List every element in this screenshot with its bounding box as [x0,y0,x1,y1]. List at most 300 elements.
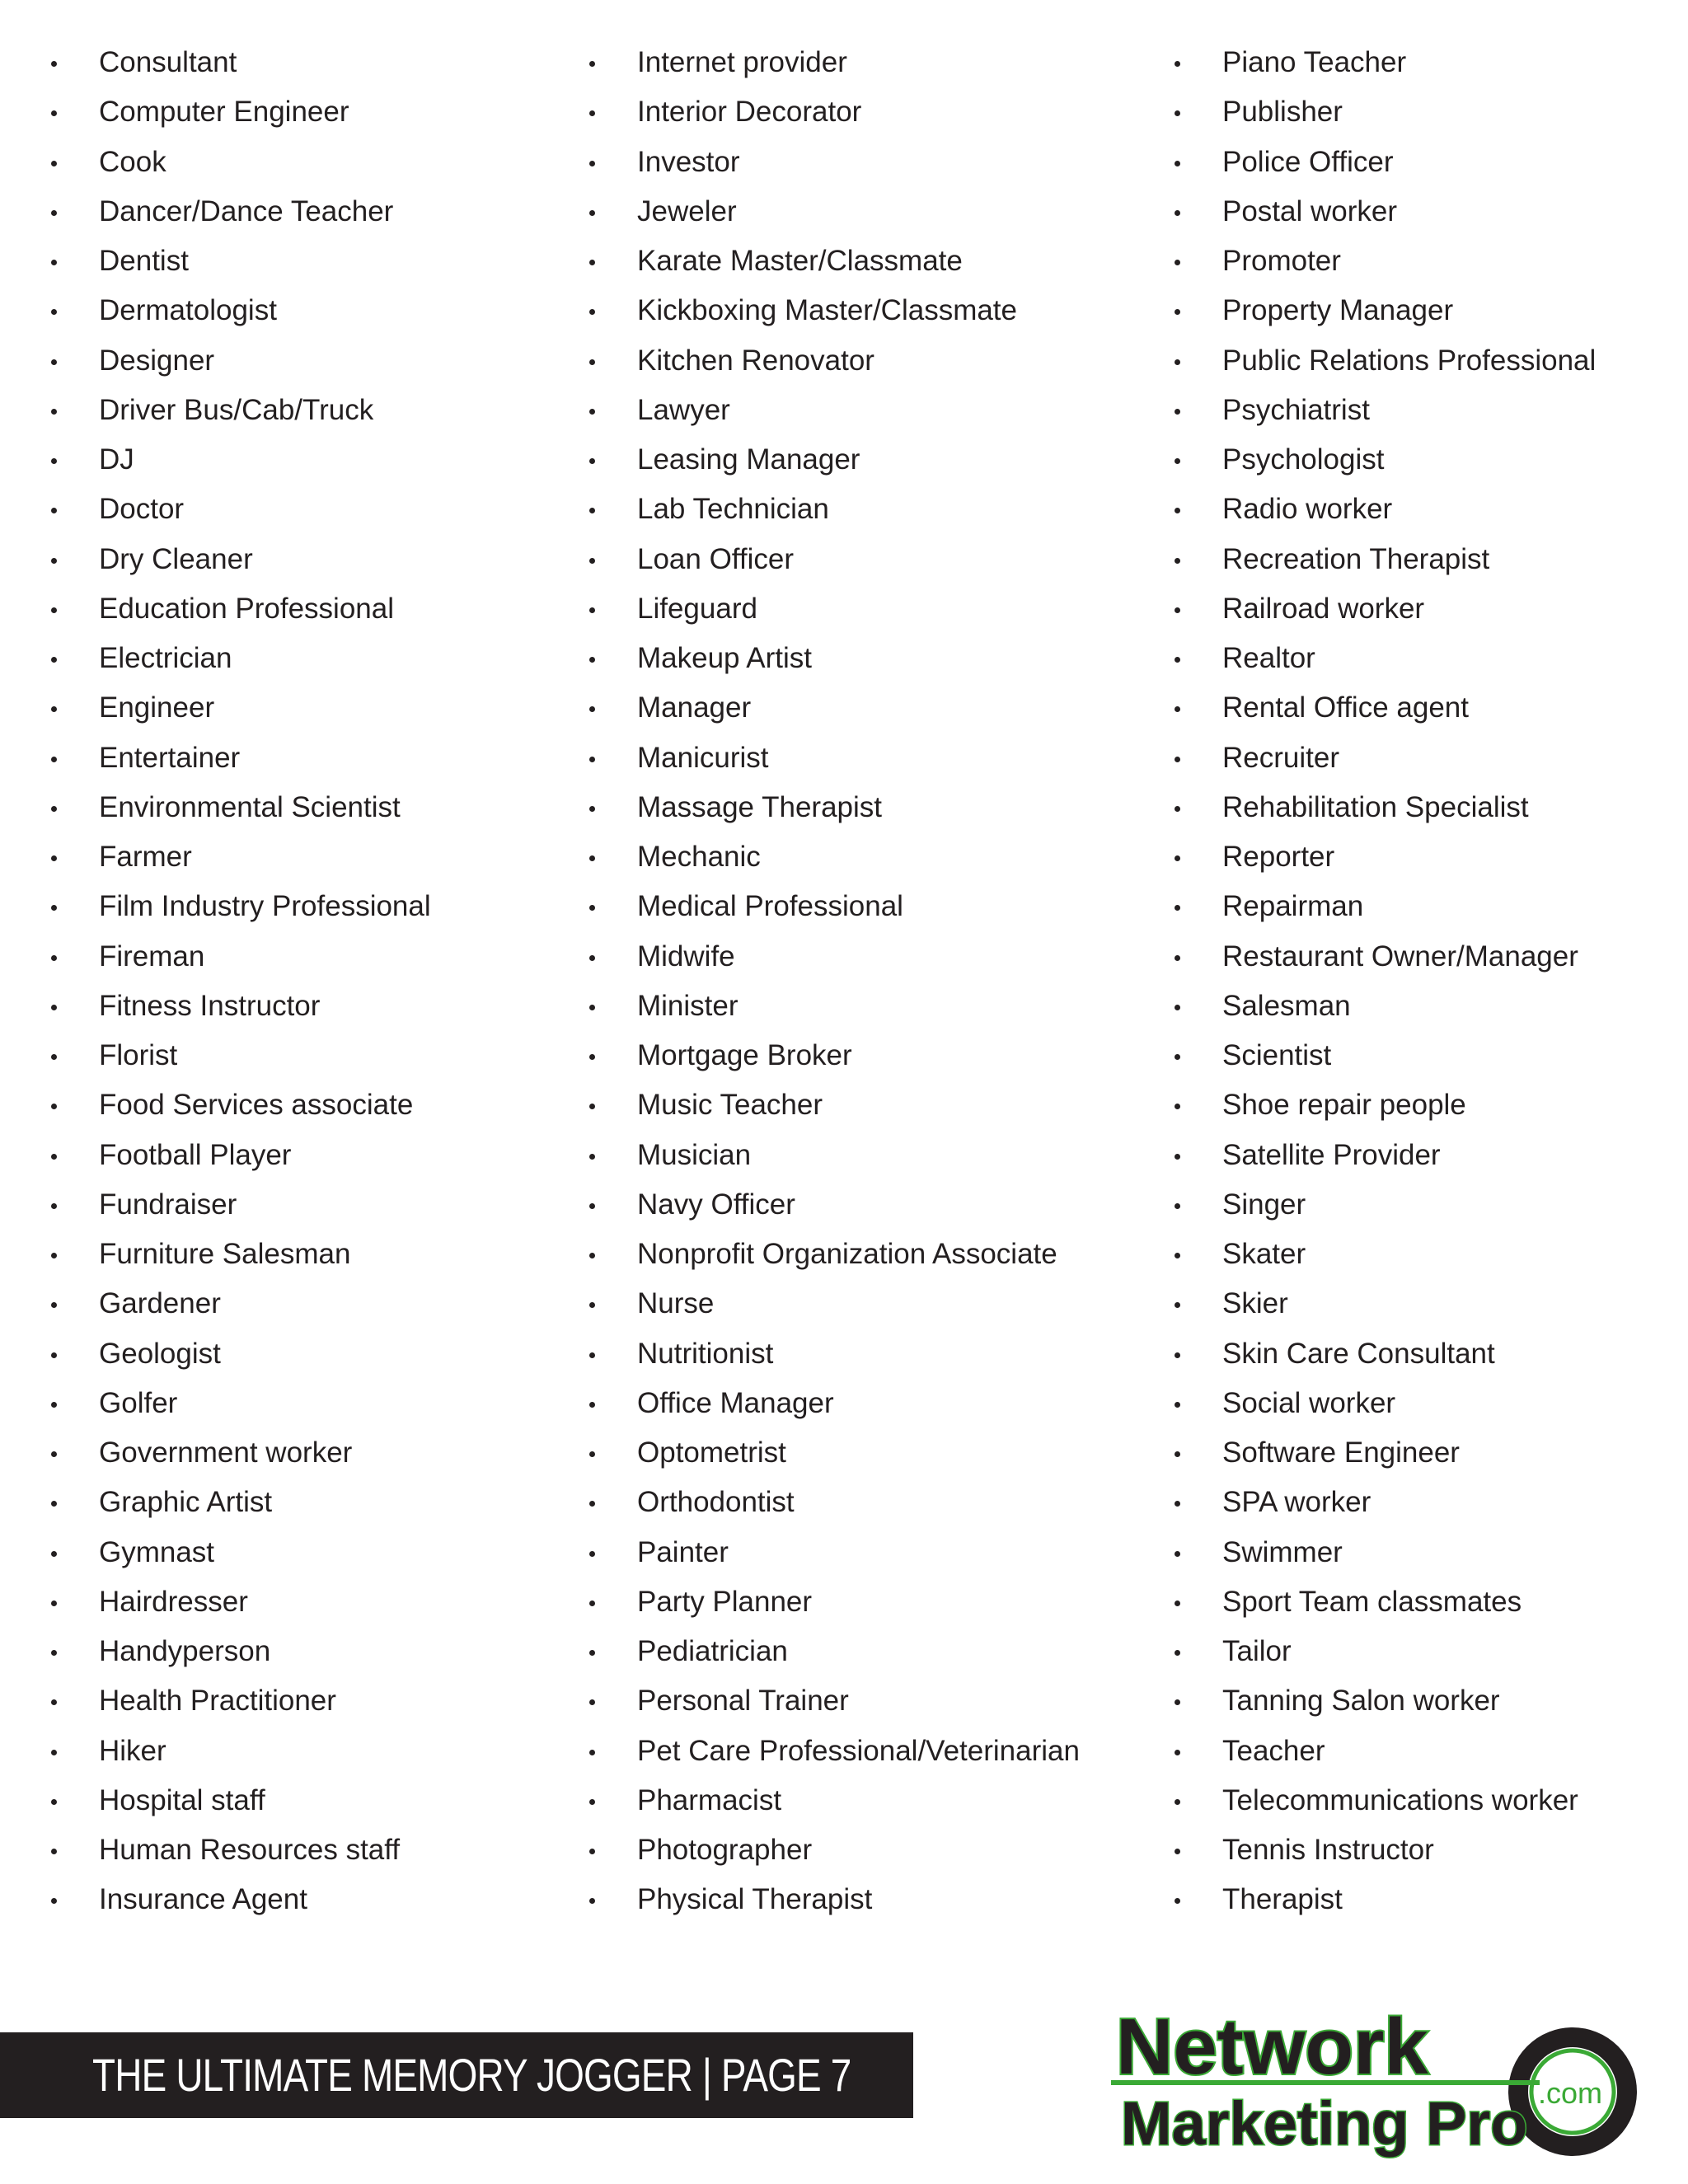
list-item [585,634,1080,683]
list-item-label: Social worker [1222,1386,1396,1419]
list-item [585,1031,1080,1080]
list-item [585,1875,1080,1924]
list-item [585,435,1080,485]
bullet-icon [1175,110,1180,116]
bullet-icon [589,161,595,166]
list-item-label: Electrician [99,642,232,674]
list-item-label: Optometrist [637,1436,786,1469]
list-item-label: Massage Therapist [637,790,883,823]
list-item-label: Hospital staff [99,1783,265,1816]
bullet-icon [1175,607,1180,613]
bullet-icon [589,1302,595,1308]
list-item-label: Music Teacher [637,1089,823,1122]
bullet-icon [51,1402,57,1408]
list-item [48,1875,431,1924]
list-item-label: Police Officer [1222,145,1394,178]
list-item [48,87,431,137]
bullet-icon [589,1849,595,1854]
list-item-label: Rehabilitation Specialist [1222,790,1529,823]
list-item [1170,386,1596,435]
list-item [48,138,431,187]
list-item-label: Skier [1222,1287,1288,1320]
bullet-icon [1175,905,1180,911]
bullet-icon [51,1451,57,1457]
list-item [1170,1080,1596,1130]
list-item-label: Repairman [1222,890,1364,923]
bullet-icon [1175,1154,1180,1160]
bullet-icon [589,508,595,513]
list-item [48,485,431,534]
bullet-icon [589,757,595,762]
bullet-icon [589,706,595,712]
bullet-icon [1175,1650,1180,1656]
list-item-label: Mortgage Broker [637,1039,852,1071]
list-item-label: Golfer [99,1386,178,1419]
bullet-icon [51,855,57,861]
list-item [585,1279,1080,1329]
list-item [48,733,431,783]
list-item [585,1825,1080,1875]
list-item-label: Skater [1222,1238,1306,1270]
list-item [48,1080,431,1130]
list-item [585,683,1080,733]
list-item-label: Rental Office agent [1222,691,1469,724]
list-item-label: Fireman [99,940,205,972]
list-item [48,634,431,683]
bullet-icon [589,309,595,315]
list-item [1170,882,1596,931]
bullet-icon [1175,161,1180,166]
bullet-icon [1175,1451,1180,1457]
bullet-icon [589,1601,595,1606]
list-item-label: Sport Team classmates [1222,1585,1522,1618]
list-item [1170,1528,1596,1577]
list-item [48,1676,431,1726]
list-item-label: Hairdresser [99,1585,248,1618]
bullet-icon [589,1750,595,1755]
bullet-icon [1175,1898,1180,1904]
list-item [585,485,1080,534]
bullet-icon [51,1302,57,1308]
bullet-icon [589,1898,595,1904]
list-item-label: Leasing Manager [637,443,860,476]
bullet-icon [1175,757,1180,762]
list-item [585,832,1080,882]
list-item-label: Telecommunications worker [1222,1783,1578,1816]
logo-graphic [1103,1994,1663,2176]
footer-bar [0,2032,913,2118]
bullet-icon [589,558,595,564]
list-item-label: Geologist [99,1337,221,1370]
list-item [1170,783,1596,832]
list-item-label: Scientist [1222,1039,1332,1071]
list-item [1170,1031,1596,1080]
bullet-icon [1175,359,1180,365]
bullet-icon [589,1451,595,1457]
list-item-label: Psychologist [1222,443,1385,476]
list-item [585,38,1080,87]
list-item [48,683,431,733]
list-item [48,1230,431,1279]
list-item-label: Dry Cleaner [99,542,253,575]
bullet-icon [1175,61,1180,67]
bullet-icon [51,1154,57,1160]
list-item [585,535,1080,584]
bullet-icon [51,1898,57,1904]
list-item-label: Entertainer [99,741,241,774]
list-item [1170,1379,1596,1428]
bullet-icon [51,657,57,663]
list-item-label: Karate Master/Classmate [637,245,963,277]
bullet-icon [1175,409,1180,415]
list-item-label: Human Resources staff [99,1834,401,1866]
list-item-label: Environmental Scientist [99,790,401,823]
bullet-icon [1175,955,1180,961]
list-item-label: Doctor [99,493,185,526]
list-item-label: Physical Therapist [637,1883,873,1916]
bullet-icon [1175,1699,1180,1705]
list-item [585,932,1080,982]
list-item-label: Interior Decorator [637,96,862,129]
list-item-label: Party Planner [637,1585,813,1618]
list-item-label: Office Manager [637,1386,834,1419]
bullet-icon [51,61,57,67]
list-item [585,1478,1080,1527]
bullet-icon [51,1054,57,1060]
bullet-icon [1175,260,1180,265]
list-item [585,286,1080,335]
list-item [585,87,1080,137]
list-item [1170,1279,1596,1329]
bullet-icon [51,1352,57,1358]
bullet-icon [1175,1501,1180,1507]
list-item-label: Pediatrician [637,1635,788,1667]
list-item-label: Gardener [99,1287,221,1320]
list-item [48,1428,431,1478]
bullet-icon [1175,1203,1180,1209]
bullet-icon [1175,806,1180,812]
list-item-label: Dancer/Dance Teacher [99,194,394,227]
list-item-label: Therapist [1222,1883,1343,1916]
list-item-label: Postal worker [1222,194,1398,227]
bullet-icon [589,1352,595,1358]
list-item [48,584,431,634]
list-item-label: Orthodontist [637,1486,795,1519]
list-item [48,1727,431,1776]
list-item-label: Farmer [99,841,192,873]
bullet-icon [51,607,57,613]
list-item-label: Nonprofit Organization Associate [637,1238,1057,1270]
bullet-icon [589,1203,595,1209]
bullet-icon [51,1799,57,1805]
list-item [1170,634,1596,683]
list-item [48,386,431,435]
bullet-icon [1175,210,1180,216]
list-item [1170,87,1596,137]
bullet-icon [1175,309,1180,315]
list-item-label: Tennis Instructor [1222,1834,1434,1866]
bullet-icon [51,1203,57,1209]
list-item [48,1825,431,1875]
list-item-label: Education Professional [99,592,394,625]
list-item [48,1379,431,1428]
bullet-icon [589,1402,595,1408]
list-item-label: Shoe repair people [1222,1089,1466,1122]
bullet-icon [1175,1402,1180,1408]
list-item-label: Computer Engineer [99,96,349,129]
list-item [585,187,1080,237]
list-item-label: Navy Officer [637,1188,795,1221]
list-item-label: Tailor [1222,1635,1292,1667]
bullet-icon [51,309,57,315]
list-item-label: SPA worker [1222,1486,1372,1519]
list-item [48,1627,431,1676]
bullet-icon [51,1699,57,1705]
bullet-icon [589,210,595,216]
bullet-icon [589,359,595,365]
list-item-label: Manicurist [637,741,769,774]
list-item-label: Salesman [1222,989,1351,1022]
list-item-label: Swimmer [1222,1535,1343,1568]
bullet-icon [1175,458,1180,464]
list-item-label: Property Manager [1222,294,1454,327]
bullet-icon [589,61,595,67]
list-item [1170,485,1596,534]
bullet-icon [51,458,57,464]
list-item-label: Engineer [99,691,215,724]
list-item-label: Kitchen Renovator [637,344,874,377]
bullet-icon [51,706,57,712]
occupation-list-column-3 [1170,38,1596,1925]
bullet-icon [51,757,57,762]
list-item [1170,1478,1596,1527]
list-item [585,982,1080,1031]
bullet-icon [51,1650,57,1656]
list-item [1170,1825,1596,1875]
list-item-label: Graphic Artist [99,1486,273,1519]
list-item-label: Cook [99,145,166,178]
list-item [585,1776,1080,1825]
list-item-label: Midwife [637,940,735,972]
bullet-icon [1175,1750,1180,1755]
list-item [585,1379,1080,1428]
bullet-icon [589,806,595,812]
list-item [48,435,431,485]
list-item [585,1676,1080,1726]
logo-line-marketing-pro: Marketing Pro [1121,2089,1528,2158]
list-item-label: Football Player [99,1138,292,1171]
list-item [1170,1329,1596,1379]
list-item [585,1577,1080,1627]
list-item [48,38,431,87]
list-item [48,1577,431,1627]
list-item-label: Health Practitioner [99,1685,336,1718]
bullet-icon [51,161,57,166]
list-item-label: Dentist [99,245,189,277]
bullet-icon [1175,1104,1180,1109]
bullet-icon [1175,855,1180,861]
list-item-label: Pharmacist [637,1783,782,1816]
bullet-icon [589,110,595,116]
list-item [48,882,431,931]
bullet-icon [1175,1302,1180,1308]
bullet-icon [51,508,57,513]
bullet-icon [51,359,57,365]
list-item [48,1478,431,1527]
list-item-label: Psychiatrist [1222,393,1370,426]
bullet-icon [589,1005,595,1010]
list-item-label: Minister [637,989,738,1022]
occupation-list-column-2 [585,38,1080,1925]
list-item [585,1131,1080,1180]
bullet-icon [51,409,57,415]
list-item-label: Personal Trainer [637,1685,849,1718]
list-item [1170,832,1596,882]
list-item [585,1528,1080,1577]
list-item [1170,683,1596,733]
list-item [1170,237,1596,286]
list-item [1170,1627,1596,1676]
list-item-label: Dermatologist [99,294,277,327]
list-item [48,1528,431,1577]
network-marketing-pro-logo [1103,1994,1663,2176]
list-item-label: Teacher [1222,1734,1325,1767]
list-item [1170,535,1596,584]
list-item [1170,286,1596,335]
list-item [48,1180,431,1230]
list-item [48,187,431,237]
list-item [585,1727,1080,1776]
list-item [1170,1727,1596,1776]
list-item-label: Musician [637,1138,752,1171]
footer-title: THE ULTIMATE MEMORY JOGGER | PAGE 7 [92,2049,851,2101]
list-item-label: Fitness Instructor [99,989,321,1022]
bullet-icon [51,1750,57,1755]
list-item-label: Realtor [1222,642,1315,674]
list-item [1170,733,1596,783]
list-item [585,1080,1080,1130]
bullet-icon [1175,1352,1180,1358]
list-item-label: Pet Care Professional/Veterinarian [637,1734,1080,1767]
list-item [1170,584,1596,634]
list-item-label: Piano Teacher [1222,46,1407,78]
list-item [1170,187,1596,237]
bullet-icon [51,905,57,911]
list-item-label: Insurance Agent [99,1883,307,1916]
bullet-icon [589,955,595,961]
list-item-label: Driver Bus/Cab/Truck [99,393,374,426]
list-item [585,1627,1080,1676]
list-item [1170,435,1596,485]
list-item-label: Fundraiser [99,1188,237,1221]
list-item [585,386,1080,435]
bullet-icon [589,1253,595,1258]
list-item [48,932,431,982]
list-item [1170,138,1596,187]
bullet-icon [589,905,595,911]
logo-dotcom: .com [1538,2076,1603,2110]
bullet-icon [51,1601,57,1606]
list-item [48,286,431,335]
list-item [48,1131,431,1180]
list-item-label: Software Engineer [1222,1436,1460,1469]
list-item [585,882,1080,931]
bullet-icon [51,1849,57,1854]
list-item [48,783,431,832]
bullet-icon [1175,657,1180,663]
list-item [1170,1428,1596,1478]
list-item-label: Kickboxing Master/Classmate [637,294,1017,327]
list-item-label: Railroad worker [1222,592,1425,625]
list-item-label: Mechanic [637,841,761,873]
list-item-label: Manager [637,691,752,724]
list-item-label: Furniture Salesman [99,1238,351,1270]
bullet-icon [51,806,57,812]
bullet-icon [589,1699,595,1705]
bullet-icon [589,1104,595,1109]
list-item-label: Nutritionist [637,1337,774,1370]
list-item-label: Recreation Therapist [1222,542,1490,575]
list-item-label: Gymnast [99,1535,215,1568]
list-item [585,733,1080,783]
bullet-icon [1175,1601,1180,1606]
bullet-icon [589,1154,595,1160]
list-item [585,237,1080,286]
list-item [48,535,431,584]
list-item-label: Designer [99,344,215,377]
bullet-icon [1175,1005,1180,1010]
list-item [585,138,1080,187]
list-item-label: Reporter [1222,841,1335,873]
list-item-label: DJ [99,443,134,476]
list-item [1170,1230,1596,1279]
bullet-icon [589,855,595,861]
bullet-icon [51,1253,57,1258]
bullet-icon [1175,1551,1180,1557]
bullet-icon [589,260,595,265]
list-item-label: Food Services associate [99,1089,414,1122]
list-item [1170,932,1596,982]
bullet-icon [589,1650,595,1656]
list-item [48,1031,431,1080]
bullet-icon [51,1551,57,1557]
list-item [48,237,431,286]
bullet-icon [51,260,57,265]
bullet-icon [51,1501,57,1507]
list-item-label: Makeup Artist [637,642,813,674]
list-item [1170,336,1596,386]
bullet-icon [589,409,595,415]
list-item-label: Skin Care Consultant [1222,1337,1495,1370]
bullet-icon [589,1799,595,1805]
list-item-label: Restaurant Owner/Manager [1222,940,1578,972]
list-item-label: Internet provider [637,46,847,78]
list-item-label: Painter [637,1535,729,1568]
list-item [1170,1180,1596,1230]
list-item-label: Tanning Salon worker [1222,1685,1500,1718]
bullet-icon [1175,1799,1180,1805]
list-item-label: Satellite Provider [1222,1138,1441,1171]
bullet-icon [1175,1849,1180,1854]
bullet-icon [51,1104,57,1109]
list-item-label: Recruiter [1222,741,1339,774]
list-item-label: Hiker [99,1734,166,1767]
list-item [585,584,1080,634]
bullet-icon [1175,508,1180,513]
list-item-label: Promoter [1222,245,1341,277]
logo-line-network: Network [1116,2003,1428,2091]
list-item [1170,38,1596,87]
